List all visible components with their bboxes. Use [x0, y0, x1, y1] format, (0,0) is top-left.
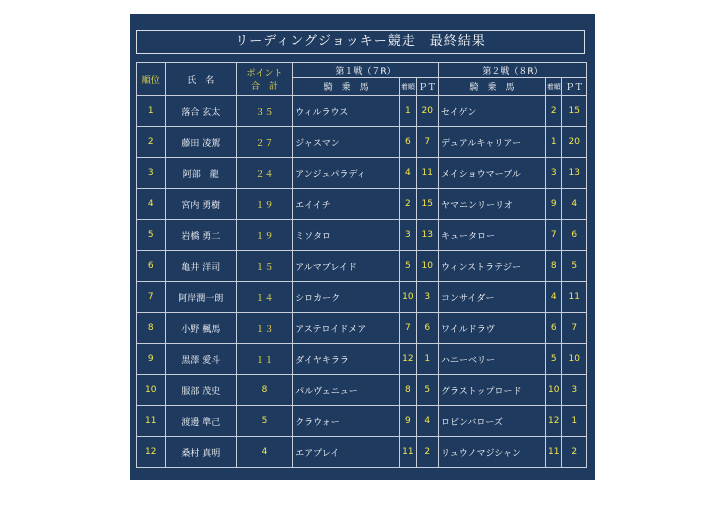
race2-finish: 9: [546, 189, 562, 220]
total-points: 4: [236, 437, 292, 468]
race2-finish: 2: [546, 96, 562, 127]
race2-finish: 12: [546, 406, 562, 437]
race2-pt: 5: [562, 251, 587, 282]
race1-horse: アステロイドメア: [293, 313, 400, 344]
jockey-name: 岩橋 勇二: [165, 220, 236, 251]
race2-horse: キュータロー: [438, 220, 545, 251]
race2-horse: ヤマニンリーリオ: [438, 189, 545, 220]
race2-finish: 10: [546, 375, 562, 406]
table-row: [137, 189, 587, 220]
rank-cell: 1: [137, 96, 166, 127]
total-points: ２７: [236, 127, 292, 158]
race2-pt: 15: [562, 96, 587, 127]
table-row: [137, 313, 587, 344]
race1-horse: ダイヤキララ: [293, 344, 400, 375]
table-row: [137, 437, 587, 468]
race2-pt: 13: [562, 158, 587, 189]
results-body: [137, 96, 587, 468]
total-points: １５: [236, 251, 292, 282]
table-row: [137, 96, 587, 127]
total-points: ２４: [236, 158, 292, 189]
race2-horse: グラストップロード: [438, 375, 545, 406]
race1-horse: エイイチ: [293, 189, 400, 220]
race2-pt: 11: [562, 282, 587, 313]
header-points-line1: ポイント: [246, 69, 283, 79]
page-title: リーディングジョッキー競走 最終結果: [136, 30, 585, 54]
total-points: 5: [236, 406, 292, 437]
rank-cell: 10: [137, 375, 166, 406]
race1-pt: 20: [416, 96, 438, 127]
results-board: [130, 14, 595, 480]
jockey-name: 服部 茂史: [165, 375, 236, 406]
race2-horse: セイゲン: [438, 96, 545, 127]
rank-cell: 9: [137, 344, 166, 375]
race1-horse: ミソタロ: [293, 220, 400, 251]
race1-horse: アンジュパラディ: [293, 158, 400, 189]
race1-finish: 7: [400, 313, 416, 344]
race2-horse: ロビンバローズ: [438, 406, 545, 437]
race1-pt: 15: [416, 189, 438, 220]
table-row: [137, 158, 587, 189]
header-race2: 第２戦（８R）: [438, 63, 586, 78]
race2-finish: 1: [546, 127, 562, 158]
race2-pt: 10: [562, 344, 587, 375]
race1-horse: ウィルラウス: [293, 96, 400, 127]
header-race1: 第１戦（７R）: [293, 63, 439, 78]
rank-cell: 11: [137, 406, 166, 437]
race2-pt: 3: [562, 375, 587, 406]
race1-horse: クラウォー: [293, 406, 400, 437]
rank-cell: 6: [137, 251, 166, 282]
race1-pt: 6: [416, 313, 438, 344]
header-name: 氏 名: [165, 63, 236, 96]
race1-pt: 3: [416, 282, 438, 313]
header-race2-pt: ＰＴ: [562, 78, 587, 96]
rank-cell: 7: [137, 282, 166, 313]
race2-finish: 5: [546, 344, 562, 375]
race1-finish: 4: [400, 158, 416, 189]
header-race1-pt: ＰＴ: [416, 78, 438, 96]
race2-finish: 8: [546, 251, 562, 282]
race2-finish: 6: [546, 313, 562, 344]
race2-pt: 2: [562, 437, 587, 468]
race1-finish: 6: [400, 127, 416, 158]
race1-pt: 7: [416, 127, 438, 158]
jockey-name: 黒澤 愛斗: [165, 344, 236, 375]
race2-horse: デュアルキャリアー: [438, 127, 545, 158]
jockey-name: 小野 楓馬: [165, 313, 236, 344]
jockey-name: 桑村 真明: [165, 437, 236, 468]
race1-horse: パルヴェニュー: [293, 375, 400, 406]
jockey-name: 阿部 龍: [165, 158, 236, 189]
race2-pt: 20: [562, 127, 587, 158]
race1-horse: シロカーク: [293, 282, 400, 313]
race2-horse: ハニーベリー: [438, 344, 545, 375]
race2-pt: 7: [562, 313, 587, 344]
race2-horse: コンサイダー: [438, 282, 545, 313]
race1-horse: アルマブレイド: [293, 251, 400, 282]
rank-cell: 5: [137, 220, 166, 251]
race2-finish: 7: [546, 220, 562, 251]
race2-pt: 4: [562, 189, 587, 220]
race2-horse: メイショウマーブル: [438, 158, 545, 189]
race1-pt: 10: [416, 251, 438, 282]
rank-cell: 4: [137, 189, 166, 220]
race1-pt: 5: [416, 375, 438, 406]
header-race1-finish: 着順: [400, 78, 416, 96]
total-points: １４: [236, 282, 292, 313]
race1-finish: 12: [400, 344, 416, 375]
header-rank: 順位: [137, 63, 166, 96]
header-race2-finish: 着順: [546, 78, 562, 96]
race1-pt: 1: [416, 344, 438, 375]
race2-horse: ウィンストラテジー: [438, 251, 545, 282]
rank-cell: 3: [137, 158, 166, 189]
header-race2-horse: 騎 乗 馬: [438, 78, 545, 96]
table-row: [137, 220, 587, 251]
rank-cell: 2: [137, 127, 166, 158]
jockey-name: 渡邊 準己: [165, 406, 236, 437]
total-points: 8: [236, 375, 292, 406]
jockey-name: 阿岸潤一朗: [165, 282, 236, 313]
race2-horse: リュウノマジシャン: [438, 437, 545, 468]
table-row: [137, 406, 587, 437]
rank-cell: 8: [137, 313, 166, 344]
race1-pt: 2: [416, 437, 438, 468]
race2-horse: ワイルドラヴ: [438, 313, 545, 344]
results-table: [136, 62, 587, 468]
total-points: １９: [236, 220, 292, 251]
race1-finish: 1: [400, 96, 416, 127]
race1-finish: 3: [400, 220, 416, 251]
table-row: [137, 251, 587, 282]
race1-horse: エアプレイ: [293, 437, 400, 468]
race1-finish: 10: [400, 282, 416, 313]
table-row: [137, 375, 587, 406]
jockey-name: 藤田 凌駕: [165, 127, 236, 158]
race1-finish: 9: [400, 406, 416, 437]
race1-finish: 8: [400, 375, 416, 406]
race1-pt: 13: [416, 220, 438, 251]
header-points-line2: 合 計: [251, 82, 279, 92]
race1-finish: 11: [400, 437, 416, 468]
race2-finish: 4: [546, 282, 562, 313]
total-points: １９: [236, 189, 292, 220]
race1-horse: ジャスマン: [293, 127, 400, 158]
race2-pt: 1: [562, 406, 587, 437]
table-row: [137, 282, 587, 313]
header-points: [236, 63, 292, 96]
jockey-name: 亀井 洋司: [165, 251, 236, 282]
jockey-name: 宮内 勇樹: [165, 189, 236, 220]
header-race1-horse: 騎 乗 馬: [293, 78, 400, 96]
race2-pt: 6: [562, 220, 587, 251]
race2-finish: 11: [546, 437, 562, 468]
total-points: １３: [236, 313, 292, 344]
table-row: [137, 344, 587, 375]
race1-finish: 2: [400, 189, 416, 220]
table-row: [137, 127, 587, 158]
total-points: １１: [236, 344, 292, 375]
rank-cell: 12: [137, 437, 166, 468]
race1-pt: 4: [416, 406, 438, 437]
race2-finish: 3: [546, 158, 562, 189]
race1-finish: 5: [400, 251, 416, 282]
jockey-name: 落合 玄太: [165, 96, 236, 127]
total-points: ３５: [236, 96, 292, 127]
race1-pt: 11: [416, 158, 438, 189]
